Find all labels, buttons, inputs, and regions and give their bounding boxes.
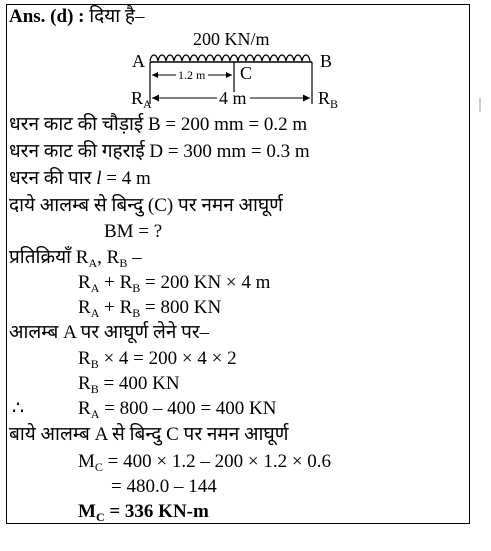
rb-value: $R_B = 400$ KN	[78, 373, 180, 396]
given-title: दिया है–	[89, 6, 145, 27]
moment-about-a-line: आलम्ब A पर आघूर्ण लेने पर–	[9, 322, 210, 343]
dim-span-arrow-right	[303, 95, 310, 102]
reactions-heading: प्रतिक्रियाँ $R_A$, $R_B$ –	[9, 247, 142, 270]
dim-span-label: 4 m	[219, 88, 247, 108]
beam-width-line: धरन काट की चौड़ाई B = 200 mm = 0.2 m	[9, 114, 308, 135]
answer-label: Ans. (d)	[9, 6, 74, 27]
beam-diagram	[0, 0, 491, 120]
mc-step: = 480.0 – 144	[111, 476, 217, 497]
reaction-sum-value: $R_A + R_B = 800$ KN	[78, 297, 222, 320]
reaction-sum-equation: $R_A + R_B = 200$ KN × 4 m	[78, 272, 271, 295]
bm-question: BM = ?	[104, 221, 163, 242]
mc-final-result: $M_C = 336$ KN-m	[78, 501, 209, 524]
dim-ac-arrow-right	[226, 72, 232, 78]
point-c: C	[240, 63, 253, 83]
ra-value: $R_A = 800 - 400 = 400$ KN	[78, 398, 277, 421]
dim-span-arrow-left	[152, 95, 159, 102]
point-a: A	[132, 51, 145, 71]
answer-colon: :	[78, 6, 85, 27]
udl-coils	[150, 55, 310, 61]
beam-span-line: धरन की पार l = 4 m	[9, 168, 151, 189]
mc-equation: $M_C = 400 \times 1.2 - 200 \times 1.2 \times 0.6$	[78, 451, 332, 474]
reaction-b-label: $R_B$	[318, 88, 339, 111]
load-label: 200 KN/m	[193, 29, 270, 49]
rb-equation: $R_B \times 4 = 200 \times 4 \times 2$	[78, 348, 237, 371]
dim-ac-label: 1.2 m	[178, 68, 206, 82]
dim-ac-arrow-left	[152, 72, 158, 78]
point-b: B	[320, 51, 333, 71]
left-support-moment-line: बाये आलम्ब A से बिन्दु C पर नमन आघूर्ण	[9, 424, 289, 445]
therefore-symbol: ∴	[12, 398, 25, 419]
reaction-a-label: $R_A$	[131, 88, 152, 111]
beam-depth-line: धरन काट की गहराई D = 300 mm = 0.3 m	[9, 141, 310, 162]
moment-question-line: दाये आलम्ब से बिन्दु (C) पर नमन आघूर्ण	[9, 195, 283, 216]
